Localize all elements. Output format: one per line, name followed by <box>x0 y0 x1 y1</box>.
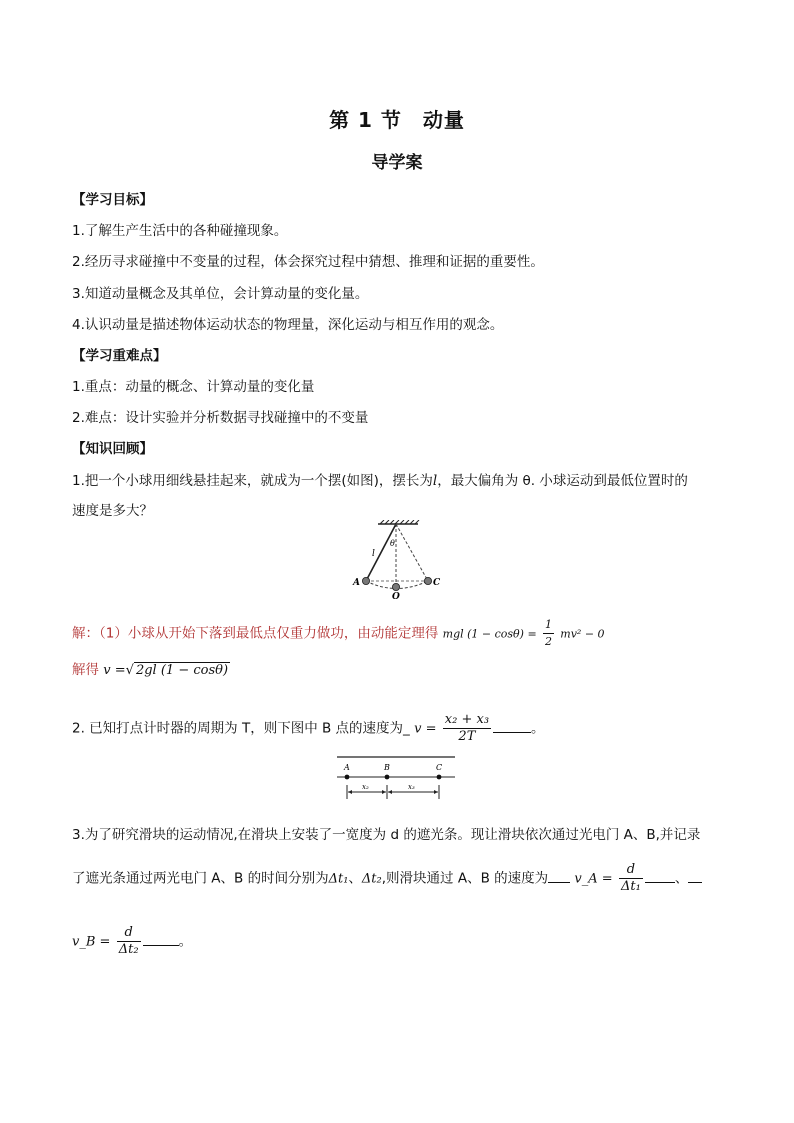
q1-answer-2-prefix: 解得 <box>72 662 99 678</box>
label-c: C <box>433 578 441 588</box>
q2-fraction-denominator: 2T <box>458 729 476 744</box>
q1-fraction-denominator: 2 <box>544 635 552 648</box>
string-a <box>366 524 396 581</box>
label-x2: x₂ <box>362 783 369 791</box>
q3-va-numerator: d <box>619 862 643 879</box>
question-3-line-2 <box>72 862 702 895</box>
goal-item: 1.了解生产生活中的各种碰撞现象。 <box>72 223 288 239</box>
label-a: A <box>353 578 360 588</box>
q2-answer-blank <box>493 732 531 733</box>
page-title: 第 1 节 动量 <box>329 108 465 132</box>
q3-blank-a-start <box>548 882 570 883</box>
dot-a <box>345 775 350 780</box>
q3-end: 。 <box>178 933 193 950</box>
q3-mid-sep: 、 <box>674 870 689 887</box>
keypoint-item: 1.重点：动量的概念、计算动量的变化量 <box>72 379 315 395</box>
label-b: B <box>384 763 390 772</box>
q3-vb-fraction <box>117 925 141 958</box>
q2-fraction <box>443 712 491 745</box>
q3-vb-numerator: d <box>117 925 141 942</box>
q3-blank-b-start <box>688 882 702 883</box>
label-theta: θ <box>390 539 395 548</box>
q1-answer-2-root: 2gl (1 − cosθ) <box>135 663 229 678</box>
question-3-line-1: 3.为了研究滑块的运动情况,在滑块上安装了一宽度为 d 的遮光条。现让滑块依次通过光电门 A、B,并记录 <box>72 827 701 843</box>
q2-text: 2. 已知打点计时器的周期为 T，则下图中 B 点的速度为_ <box>72 720 410 737</box>
q1-answer-1-text: 解：（1）小球从开始下落到最低点仅重力做功，由动能定理得 <box>72 625 439 642</box>
q3-vb-denominator: Δt₂ <box>118 942 139 957</box>
ball-o <box>392 583 399 590</box>
q2-fraction-numerator: x₂ + x₃ <box>444 712 490 727</box>
question-3-line-3 <box>72 925 192 958</box>
keypoints-heading: 【学习重难点】 <box>72 348 167 364</box>
page-subtitle: 导学案 <box>371 153 423 173</box>
pendulum-figure <box>350 520 450 600</box>
keypoint-item: 2.难点：设计实验并分析数据寻找碰撞中的不变量 <box>72 410 369 426</box>
label-o: O <box>392 592 400 600</box>
ball-c <box>424 577 431 584</box>
q1-answer-1-math-left: mgl (1 − cosθ) = <box>442 627 537 641</box>
goal-item: 3.知道动量概念及其单位，会计算动量的变化量。 <box>72 286 369 302</box>
q3-sep: 、 <box>348 870 362 887</box>
label-x3: x₃ <box>408 783 415 791</box>
q3-blank-b-end <box>143 945 179 946</box>
q3-va-lhs: v_A = <box>574 871 613 887</box>
label-l: l <box>372 549 375 559</box>
q3-va-fraction <box>619 862 643 895</box>
q1-text-b: ，最大偏角为 θ. 小球运动到最低位置时的 <box>437 473 688 489</box>
question-1-line-2: 速度是多大？ <box>72 503 153 519</box>
q1-var-l: l <box>432 473 438 489</box>
ball-a <box>362 577 369 584</box>
label-a: A <box>344 763 350 772</box>
goals-heading: 【学习目标】 <box>72 192 153 208</box>
q1-fraction-numerator: 1 <box>543 617 554 634</box>
q2-math-v: v = <box>414 721 437 737</box>
q3-text-b: ,则滑块通过 A、B 的速度为 <box>381 870 549 887</box>
question-1-line-1 <box>72 469 688 489</box>
q3-vb-lhs: v_B = <box>72 934 111 950</box>
q2-suffix: 。 <box>531 720 545 737</box>
tape-timer-figure <box>335 755 460 805</box>
review-heading: 【知识回顾】 <box>72 441 153 457</box>
q3-va-denominator: Δt₁ <box>620 879 641 894</box>
question-2 <box>72 712 545 745</box>
goal-item: 4.认识动量是描述物体运动状态的物理量，深化运动与相互作用的观念。 <box>72 317 504 333</box>
q1-text-a: 1.把一个小球用细线悬挂起来，就成为一个摆(如图)，摆长为 <box>72 473 433 489</box>
string-c <box>396 524 428 581</box>
q1-answer-2-v: v = <box>103 663 126 678</box>
q1-answer-1-math-right: mv² − 0 <box>560 627 605 641</box>
q3-dt2: Δt₂ <box>361 871 382 887</box>
q1-answer-1-fraction <box>543 617 554 650</box>
q3-blank-a-end <box>645 882 675 883</box>
dot-b <box>385 775 390 780</box>
q3-text-a: 了遮光条通过两光电门 A、B 的时间分别为 <box>72 870 329 887</box>
label-c: C <box>436 763 443 772</box>
goal-item: 2.经历寻求碰撞中不变量的过程，体会探究过程中猜想、推理和证据的重要性。 <box>72 254 544 270</box>
dot-c <box>437 775 442 780</box>
q1-answer-1 <box>72 617 605 650</box>
q1-answer-2: 解得 v =√ 2gl (1 − cosθ) <box>72 662 229 678</box>
q3-dt1: Δt₁ <box>328 871 349 887</box>
